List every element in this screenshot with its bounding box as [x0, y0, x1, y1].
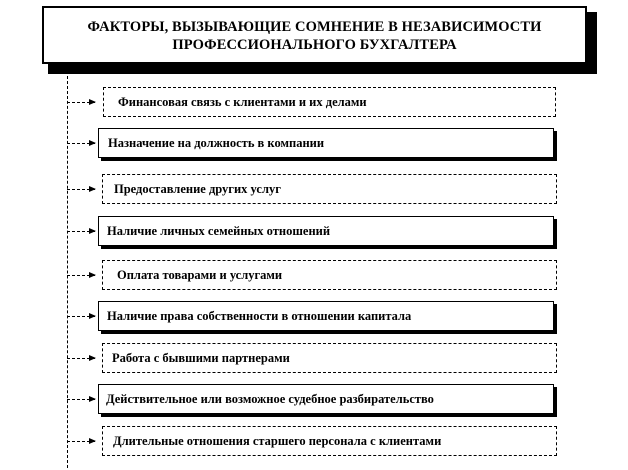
factor-row-4 [67, 216, 557, 246]
arrow-right-icon [67, 358, 95, 359]
factor-row-6 [67, 301, 557, 331]
factor-box [98, 216, 554, 246]
factor-box [102, 426, 557, 456]
arrow-right-icon [67, 189, 95, 190]
arrow-right-icon [67, 441, 95, 442]
factor-label: Наличие личных семейных отношений [107, 223, 331, 238]
factor-label: Работа с бывшими партнерами [112, 350, 290, 365]
factor-row-1 [67, 87, 557, 117]
arrow-right-icon [67, 399, 95, 400]
factor-row-9 [67, 426, 557, 456]
diagram-title [42, 6, 587, 64]
factor-label: Длительные отношения старшего персонала с клиентами [113, 433, 442, 448]
factor-box [98, 384, 554, 414]
arrow-right-icon [67, 316, 95, 317]
factor-label: Предоставление других услуг [114, 181, 281, 196]
factor-box [102, 260, 557, 290]
factor-row-3 [67, 174, 557, 204]
factor-box [98, 128, 554, 158]
factor-label: Назначение на должность в компании [108, 135, 325, 150]
factor-box [102, 174, 557, 204]
arrow-right-icon [67, 102, 95, 103]
factor-row-7 [67, 343, 557, 373]
factor-box [103, 87, 556, 117]
factor-label: Финансовая связь с клиентами и их делами [118, 94, 367, 109]
factor-box [98, 301, 554, 331]
factor-row-8 [67, 384, 557, 414]
factor-row-2 [67, 128, 557, 158]
arrow-right-icon [67, 143, 95, 144]
factor-label: Наличие права собственности в отношении капитала [107, 308, 412, 323]
arrow-right-icon [67, 275, 95, 276]
factor-label: Оплата товарами и услугами [117, 267, 283, 282]
title-line-1: ФАКТОРЫ, ВЫЗЫВАЮЩИЕ СОМНЕНИЕ В НЕЗАВИСИМОСТИ [87, 19, 542, 35]
arrow-right-icon [67, 231, 95, 232]
factor-box [102, 343, 557, 373]
factor-row-5 [67, 260, 557, 290]
title-line-2: ПРОФЕССИОНАЛЬНОГО БУХГАЛТЕРА [172, 37, 457, 53]
factor-label: Действительное или возможное судебное разбирательство [106, 391, 434, 406]
